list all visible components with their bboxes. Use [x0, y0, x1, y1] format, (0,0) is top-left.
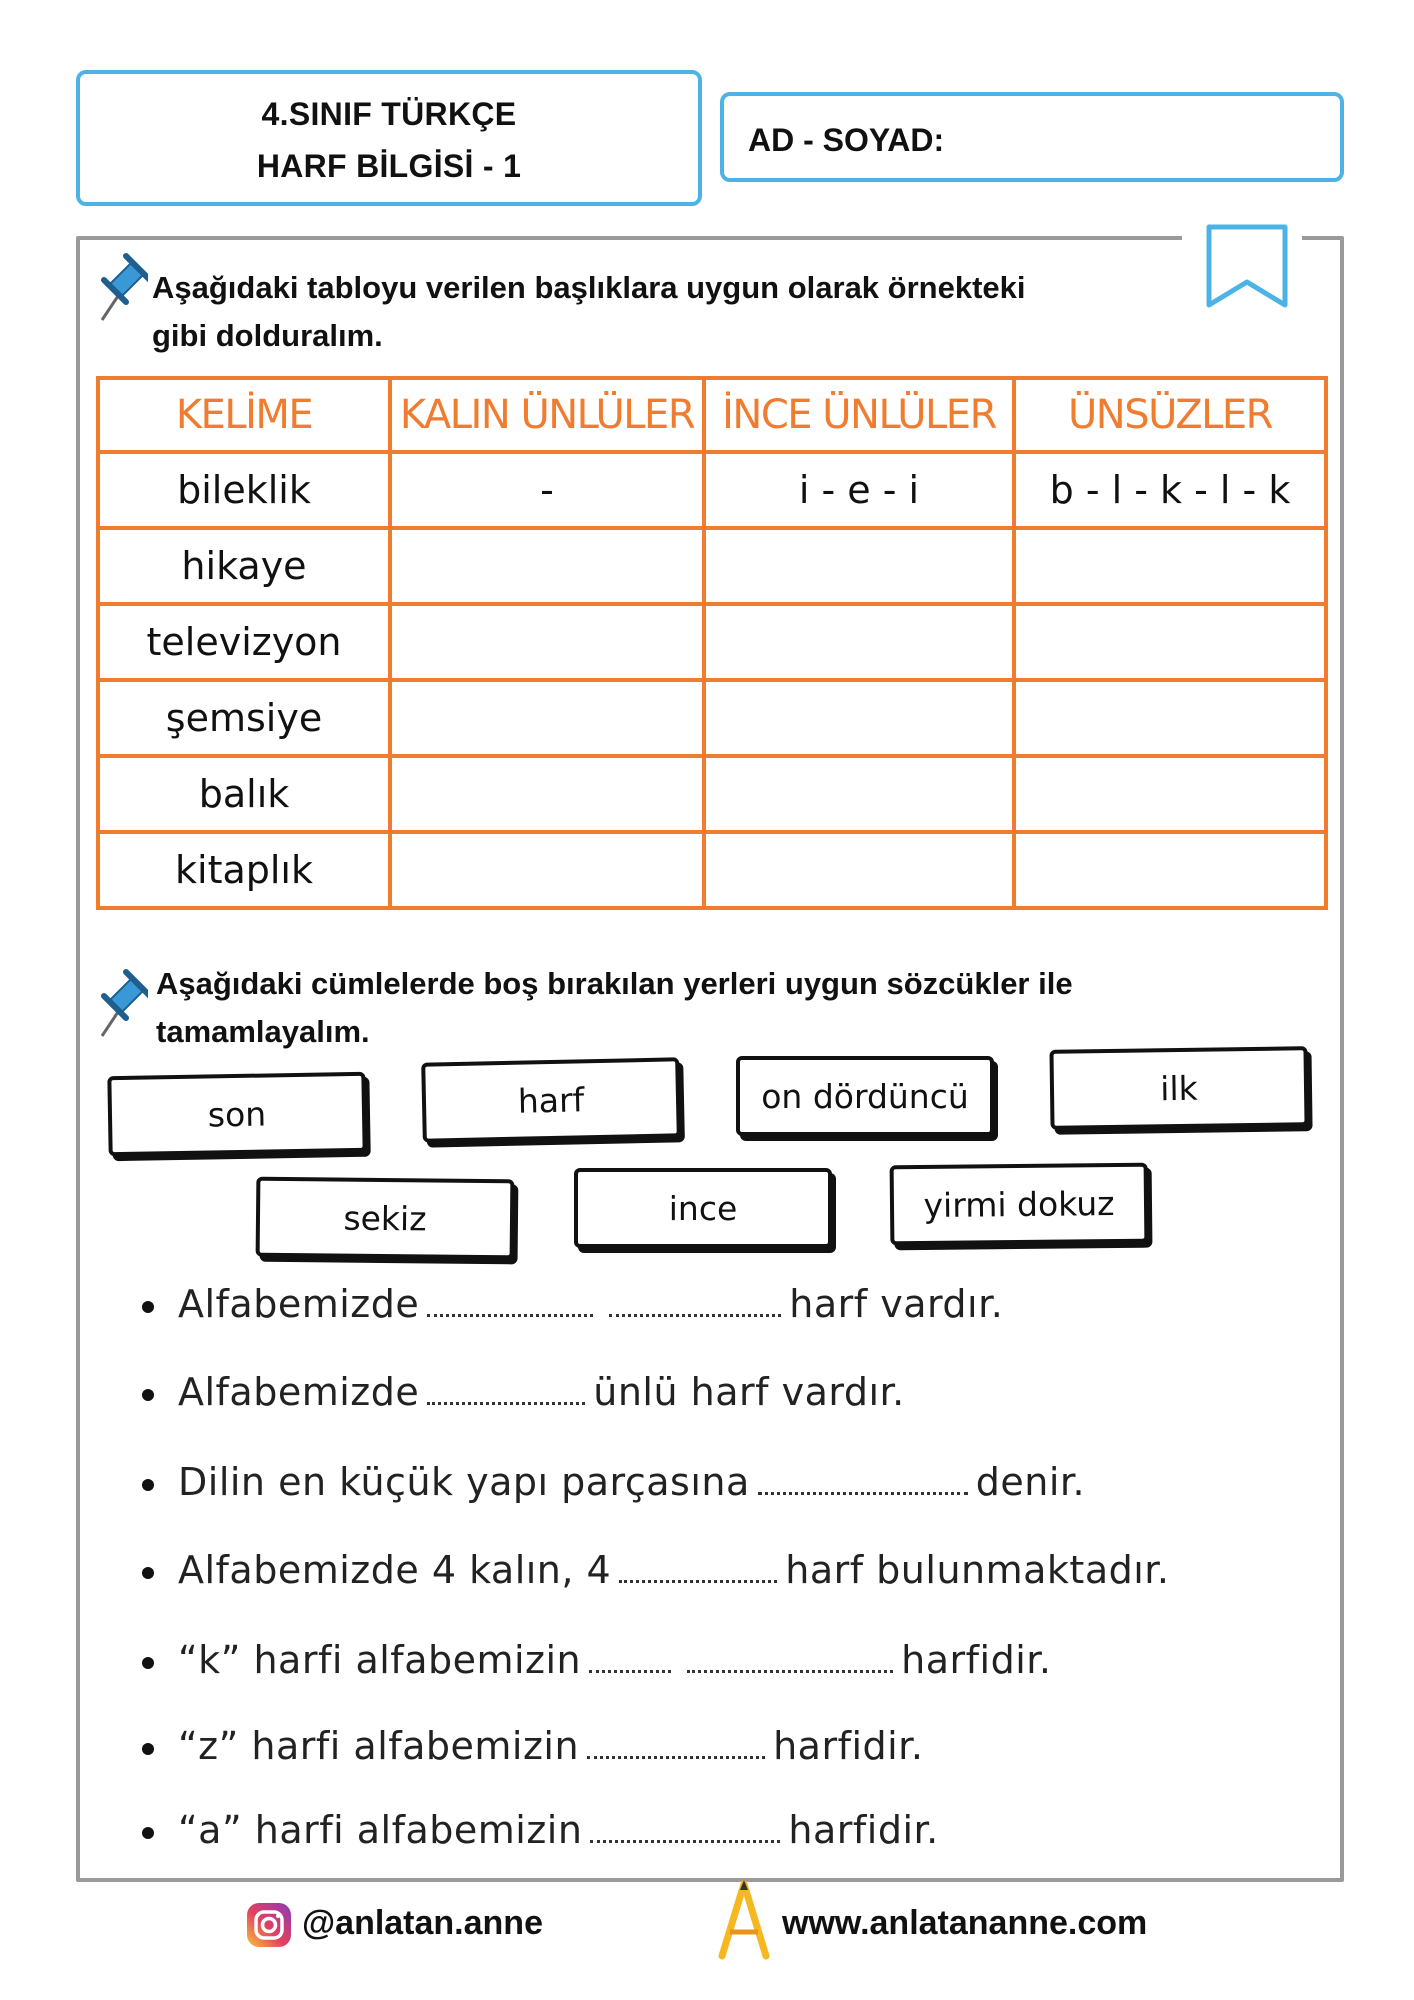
- sentence-5: [142, 1638, 1051, 1682]
- worksheet-title-line1: 4.SINIF TÜRKÇE: [261, 96, 517, 132]
- sentence-3: [142, 1460, 1085, 1504]
- word-card[interactable]: yirmi dokuz: [890, 1163, 1149, 1246]
- front-vowels-cell[interactable]: [704, 528, 1014, 604]
- blank-field[interactable]: [427, 1288, 593, 1317]
- back-vowels-cell[interactable]: [390, 680, 704, 756]
- col-header-word: KELİME: [98, 378, 390, 452]
- word-cell: televizyon: [98, 604, 390, 680]
- word-card[interactable]: on dördüncü: [736, 1056, 994, 1136]
- blank-field[interactable]: [589, 1644, 671, 1673]
- front-vowels-cell[interactable]: [704, 756, 1014, 832]
- bullet: [142, 1827, 154, 1839]
- sentence-7-end: harfidir.: [788, 1808, 939, 1852]
- sentence-7-start: “a” harfi alfabemizin: [178, 1808, 583, 1852]
- front-vowels-cell[interactable]: [704, 604, 1014, 680]
- consonants-cell[interactable]: [1014, 528, 1326, 604]
- blank-field[interactable]: [619, 1554, 777, 1583]
- blank-field[interactable]: [758, 1466, 968, 1495]
- consonants-cell[interactable]: [1014, 756, 1326, 832]
- sentence-4-end: harf bulunmaktadır.: [785, 1548, 1170, 1592]
- word-cell: hikaye: [98, 528, 390, 604]
- table-instruction-line1: Aşağıdaki tabloyu verilen başlıklara uygun olarak örnekteki: [152, 270, 1026, 305]
- blank-field[interactable]: [590, 1814, 780, 1843]
- bullet: [142, 1657, 154, 1669]
- fill-blanks-instruction-line2: tamamlayalım.: [156, 1014, 370, 1049]
- instagram-icon: [246, 1902, 292, 1948]
- back-vowels-cell: -: [390, 452, 704, 528]
- table-row: [98, 832, 1326, 908]
- sentence-6-end: harfidir.: [773, 1724, 924, 1768]
- word-card[interactable]: son: [107, 1072, 366, 1156]
- table-row: [98, 452, 1326, 528]
- blank-field[interactable]: [587, 1730, 765, 1759]
- table-row: [98, 604, 1326, 680]
- blank-field[interactable]: [427, 1376, 585, 1405]
- back-vowels-cell[interactable]: [390, 832, 704, 908]
- bullet: [142, 1743, 154, 1755]
- table-header-row: [98, 378, 1326, 452]
- bullet: [142, 1567, 154, 1579]
- table-row: [98, 680, 1326, 756]
- consonants-cell: b - l - k - l - k: [1014, 452, 1326, 528]
- word-cell: şemsiye: [98, 680, 390, 756]
- sentence-2-start: Alfabemizde: [178, 1370, 420, 1414]
- name-field-box[interactable]: [720, 92, 1344, 182]
- back-vowels-cell[interactable]: [390, 528, 704, 604]
- pencil-logo-icon: [716, 1880, 772, 1960]
- col-header-back-vowels: KALIN ÜNLÜLER: [390, 378, 704, 452]
- bookmark-icon: [1204, 222, 1290, 312]
- table-instruction-line2: gibi dolduralım.: [152, 318, 383, 353]
- back-vowels-cell[interactable]: [390, 604, 704, 680]
- col-header-front-vowels: İNCE ÜNLÜLER: [704, 378, 1014, 452]
- back-vowels-cell[interactable]: [390, 756, 704, 832]
- front-vowels-cell[interactable]: [704, 680, 1014, 756]
- sentence-4: [142, 1548, 1170, 1592]
- sentence-6-start: “z” harfi alfabemizin: [178, 1724, 580, 1768]
- bullet: [142, 1301, 154, 1313]
- sentence-3-end: denir.: [975, 1460, 1086, 1504]
- word-card[interactable]: ilk: [1049, 1046, 1308, 1130]
- blank-field[interactable]: [609, 1288, 781, 1317]
- pushpin-icon: [92, 250, 148, 326]
- website-link[interactable]: www.anlatananne.com: [782, 1904, 1148, 1942]
- consonants-cell[interactable]: [1014, 604, 1326, 680]
- sentence-5-end: harfidir.: [901, 1638, 1052, 1682]
- instagram-handle[interactable]: @anlatan.anne: [302, 1904, 543, 1942]
- sentence-3-start: Dilin en küçük yapı parçasına: [178, 1460, 750, 1504]
- sentence-4-start: Alfabemizde 4 kalın, 4: [178, 1548, 612, 1592]
- blank-field[interactable]: [687, 1644, 893, 1673]
- consonants-cell[interactable]: [1014, 832, 1326, 908]
- worksheet-title-box: [76, 70, 702, 206]
- word-card[interactable]: harf: [421, 1057, 681, 1142]
- word-card[interactable]: ince: [574, 1168, 832, 1248]
- sentence-6: [142, 1724, 923, 1768]
- word-cell: kitaplık: [98, 832, 390, 908]
- bullet: [142, 1479, 154, 1491]
- fill-blanks-instruction-line1: Aşağıdaki cümlelerde boş bırakılan yerleri uygun sözcükler ile: [156, 966, 1073, 1001]
- table-row: [98, 528, 1326, 604]
- sentence-2: [142, 1370, 905, 1414]
- word-card[interactable]: sekiz: [256, 1177, 515, 1260]
- word-cell: bileklik: [98, 452, 390, 528]
- sentence-1-end: harf vardır.: [789, 1282, 1004, 1326]
- fill-blanks-instruction: [156, 960, 1073, 1056]
- front-vowels-cell: i - e - i: [704, 452, 1014, 528]
- sentence-7: [142, 1808, 939, 1852]
- pushpin-icon: [92, 966, 148, 1042]
- sentence-5-start: “k” harfi alfabemizin: [178, 1638, 582, 1682]
- sentence-1: [142, 1282, 1003, 1326]
- letters-table: [96, 376, 1328, 910]
- table-row: [98, 756, 1326, 832]
- sentence-2-end: ünlü harf vardır.: [593, 1370, 905, 1414]
- worksheet-title-line2: HARF BİLGİSİ - 1: [256, 148, 522, 184]
- consonants-cell[interactable]: [1014, 680, 1326, 756]
- name-label: AD - SOYAD:: [748, 122, 945, 158]
- word-cell: balık: [98, 756, 390, 832]
- col-header-consonants: ÜNSÜZLER: [1014, 378, 1326, 452]
- sentence-1-start: Alfabemizde: [178, 1282, 420, 1326]
- bullet: [142, 1389, 154, 1401]
- front-vowels-cell[interactable]: [704, 832, 1014, 908]
- table-instruction: [152, 264, 1026, 360]
